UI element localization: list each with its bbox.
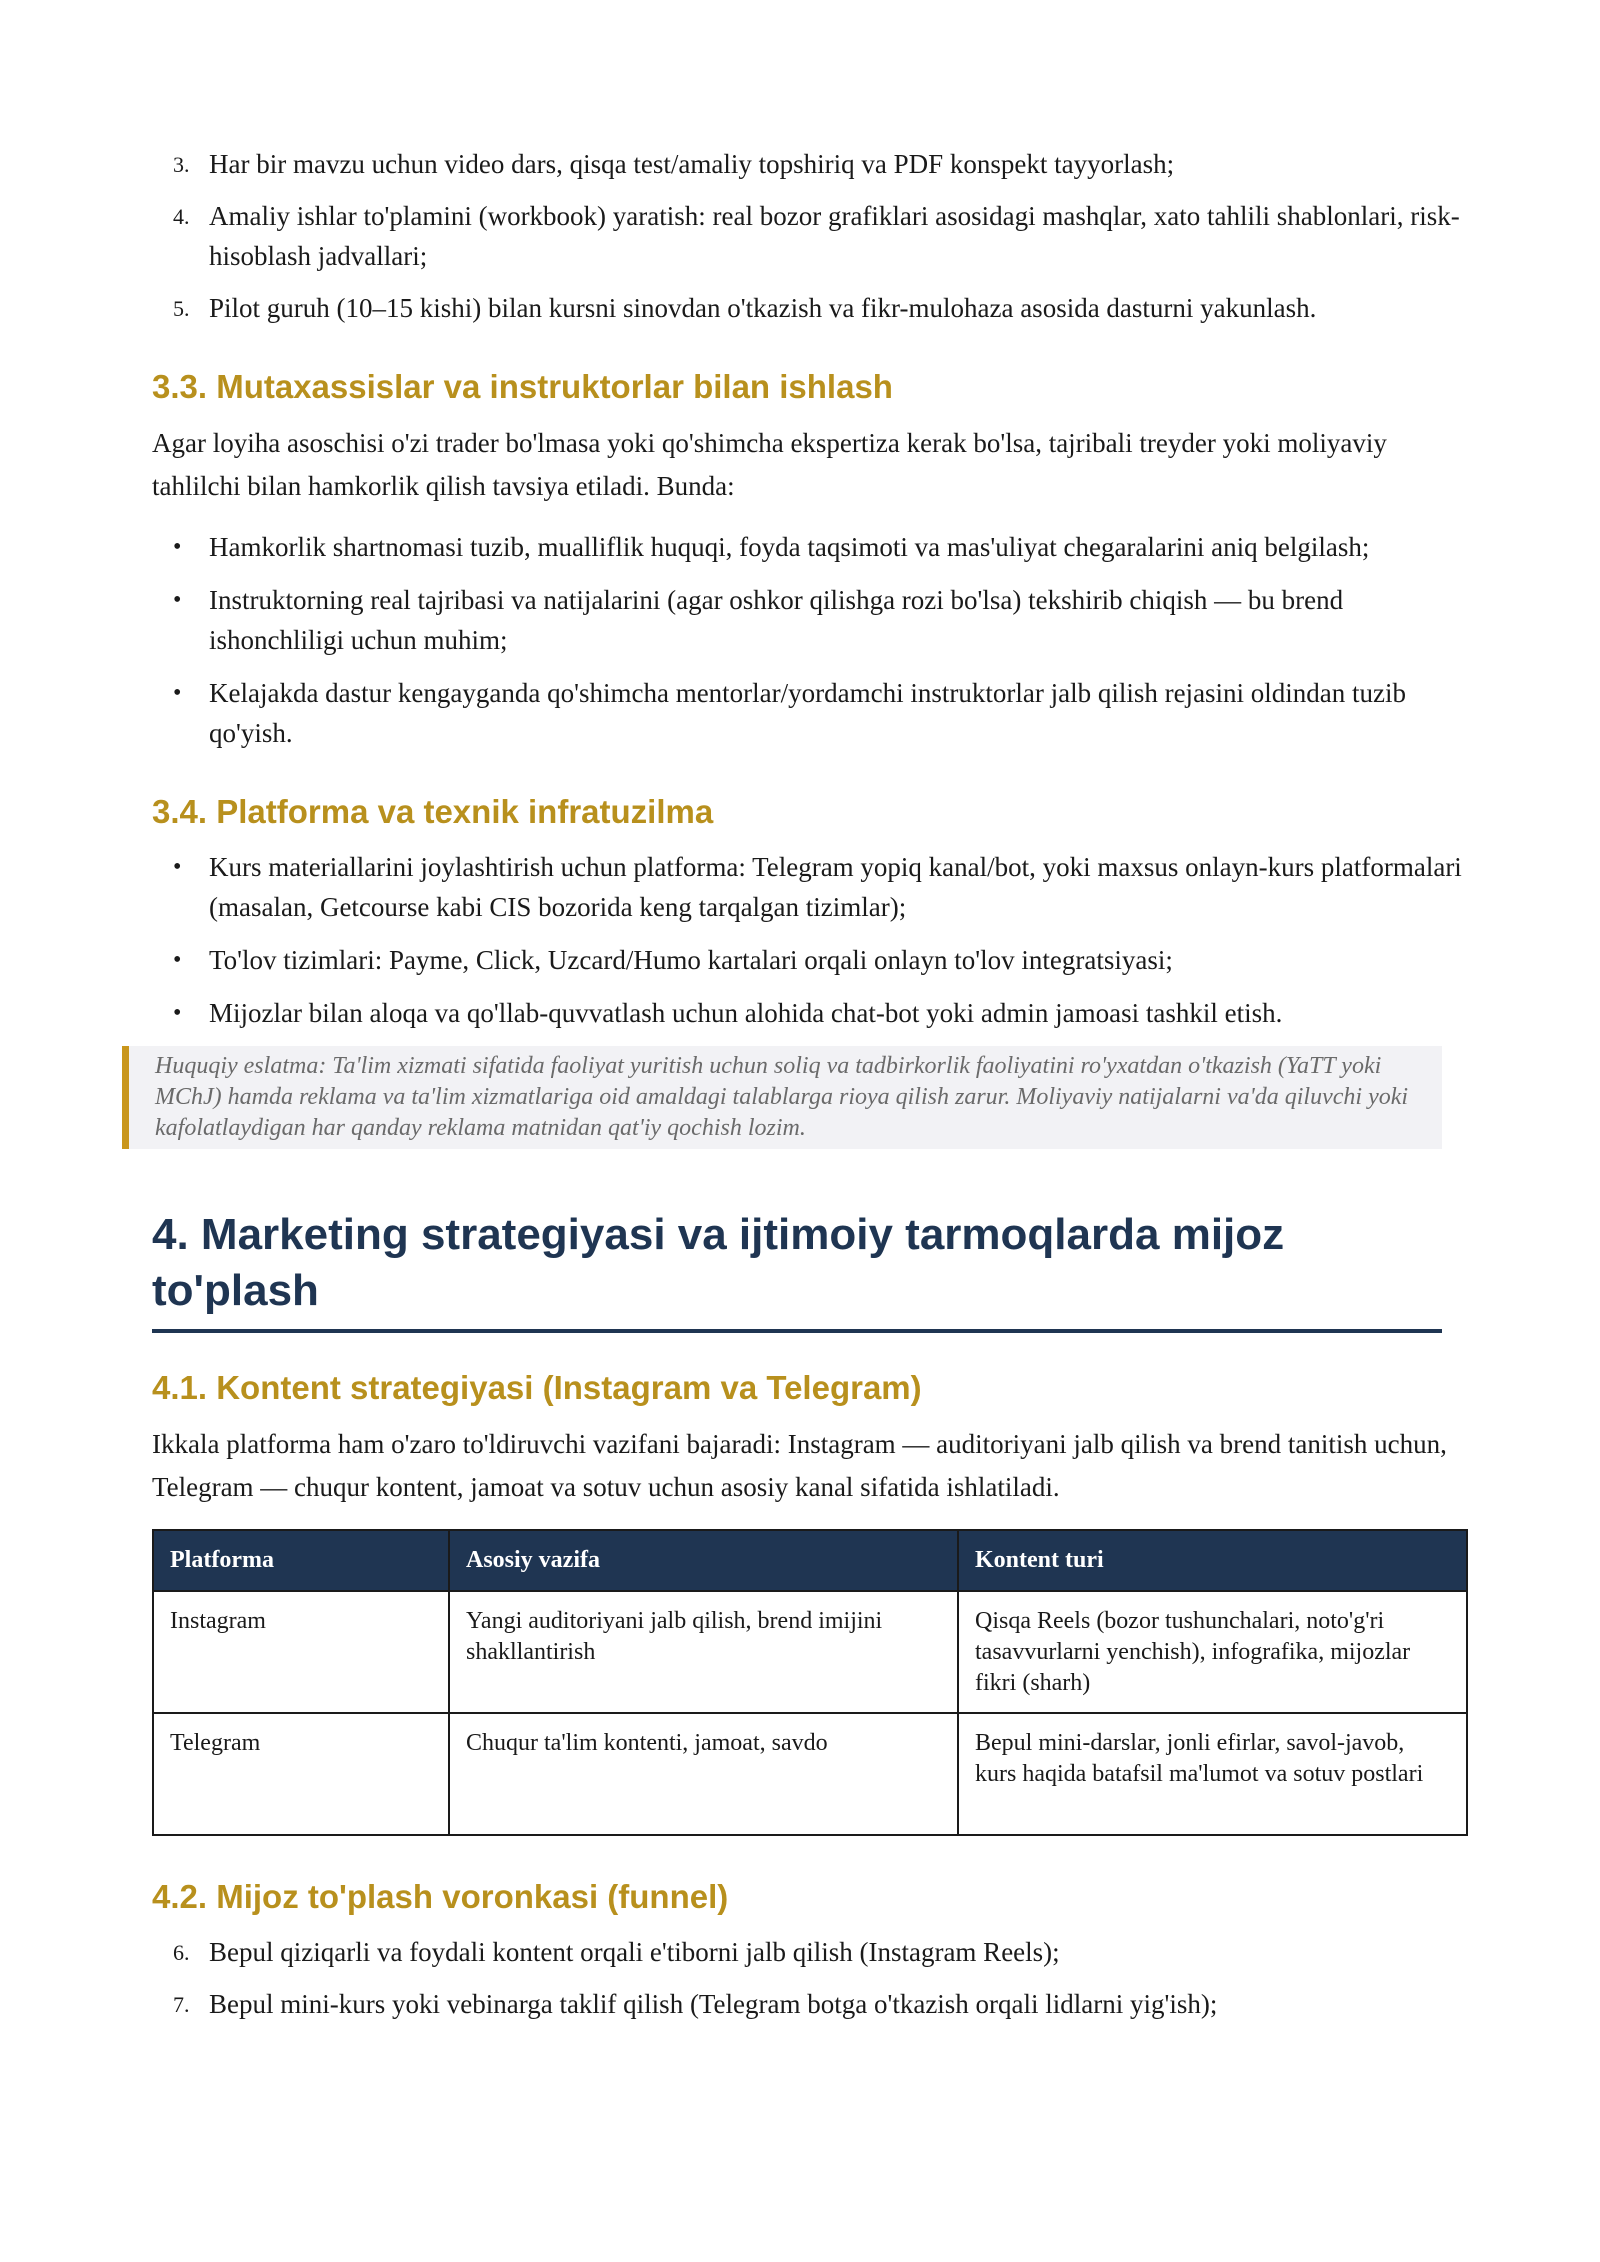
bullet-icon: • (173, 854, 182, 880)
table-cell: Chuqur ta'lim kontenti, jamoat, savdo (449, 1713, 958, 1835)
table-header-row (153, 1530, 1467, 1591)
bullet-list-3-3 (152, 527, 1474, 753)
list-number: 7. (173, 1992, 190, 2017)
section-heading-3-4: 3.4. Platforma va texnik infratuzilma (152, 793, 714, 830)
table-cell: Bepul mini-darslar, jonli efirlar, savol-javob, kurs haqida batafsil ma'lumot va sotuv postlari (958, 1713, 1467, 1835)
list-item (152, 847, 1474, 927)
numbered-list-top (152, 144, 1474, 328)
list-item (152, 940, 1474, 980)
list-item-text: Pilot guruh (10–15 kishi) bilan kursni sinovdan o'tkazish va fikr-mulohaza asosida dasturni yakunlash. (209, 293, 1317, 323)
list-item (152, 993, 1474, 1033)
bullet-icon: • (173, 534, 182, 560)
table-cell: Qisqa Reels (bozor tushunchalari, noto'g'ri tasavvurlarni yenchish), infografika, mijozlar fikri (sharh) (958, 1591, 1467, 1713)
list-item-text: Amaliy ishlar to'plamini (workbook) yaratish: real bozor grafiklari asosidagi mashqlar, xato tahlili shablonlari, risk-hisoblash jadvallari; (209, 201, 1460, 271)
bullet-list-3-4 (152, 847, 1474, 1033)
list-item (152, 288, 1474, 328)
list-item-text: Bepul mini-kurs yoki vebinarga taklif qilish (Telegram botga o'tkazish orqali lidlarni yig'ish); (209, 1989, 1218, 2019)
list-item-text: Hamkorlik shartnomasi tuzib, mualliflik huquqi, foyda taqsimoti va mas'uliyat chegaralarini aniq belgilash; (209, 532, 1370, 562)
list-item-text: Bepul qiziqarli va foydali kontent orqali e'tiborni jalb qilish (Instagram Reels); (209, 1937, 1060, 1967)
table-header-cell: Kontent turi (958, 1530, 1467, 1591)
section-heading-4: 4. Marketing strategiyasi va ijtimoiy tarmoqlarda mijoz to'plash (152, 1207, 1442, 1333)
list-item (152, 527, 1474, 567)
list-item-text: Instruktorning real tajribasi va natijalarini (agar oshkor qilishga rozi bo'lsa) tekshirib chiqish — bu brend ishonchliligi uchun muhim; (209, 585, 1344, 655)
table-cell: Yangi auditoriyani jalb qilish, brend imijini shakllantirish (449, 1591, 958, 1713)
list-item-text: Mijozlar bilan aloqa va qo'llab-quvvatlash uchun alohida chat-bot yoki admin jamoasi tashkil etish. (209, 998, 1283, 1028)
list-item (152, 580, 1474, 660)
table-header-cell: Platforma (153, 1530, 449, 1591)
table-row (153, 1591, 1467, 1713)
list-number: 6. (173, 1940, 190, 1965)
list-item (152, 144, 1474, 184)
bullet-icon: • (173, 947, 182, 973)
platform-table (152, 1529, 1468, 1836)
list-item (152, 196, 1474, 276)
list-item (152, 1932, 1474, 1972)
legal-note: Huquqiy eslatma: Ta'lim xizmati sifatida faoliyat yuritish uchun soliq va tadbirkorlik faoliyatini ro'yxatdan o'tkazish (YaTT yoki MChJ) hamda reklama va ta'lim xizmatlariga oid amaldagi talablarga rioya qilish zarur. Moliyaviy natijalarni va'da qiluvchi yoki kafolatlaydigan har qanday reklama matnidan qat'iy qochish lozim. (122, 1046, 1442, 1149)
table-header-cell: Asosiy vazifa (449, 1530, 958, 1591)
section-intro-3-3: Agar loyiha asoschisi o'zi trader bo'lmasa yoki qo'shimcha ekspertiza kerak bo'lsa, tajribali treyder yoki moliyaviy tahlilchi bilan hamkorlik qilish tavsiya etiladi. Bunda: (152, 428, 1387, 501)
list-item-text: Kurs materiallarini joylashtirish uchun platforma: Telegram yopiq kanal/bot, yoki maxsus onlayn-kurs platformalari (masalan, Getcourse kabi CIS bozorida keng tarqalgan tizimlar); (209, 852, 1462, 922)
list-number: 4. (173, 204, 190, 229)
list-number: 3. (173, 152, 190, 177)
list-item-text: To'lov tizimlari: Payme, Click, Uzcard/Humo kartalari orqali onlayn to'lov integratsiyasi; (209, 945, 1173, 975)
list-item-text: Har bir mavzu uchun video dars, qisqa test/amaliy topshiriq va PDF konspekt tayyorlash; (209, 149, 1175, 179)
list-item (152, 673, 1474, 753)
table-cell: Telegram (153, 1713, 449, 1835)
bullet-icon: • (173, 587, 182, 613)
list-number: 5. (173, 296, 190, 321)
section-intro-4-1: Ikkala platforma ham o'zaro to'ldiruvchi vazifani bajaradi: Instagram — auditoriyani jalb qilish va brend tanitish uchun, Telegram — chuqur kontent, jamoat va sotuv uchun asosiy kanal sifatida ishlatiladi. (152, 1429, 1447, 1502)
section-heading-4-1: 4.1. Kontent strategiyasi (Instagram va Telegram) (152, 1369, 922, 1406)
bullet-icon: • (173, 680, 182, 706)
bullet-icon: • (173, 1000, 182, 1026)
table-cell: Instagram (153, 1591, 449, 1713)
page-content (152, 144, 1474, 2036)
section-heading-3-3: 3.3. Mutaxassislar va instruktorlar bilan ishlash (152, 368, 893, 405)
numbered-list-funnel (152, 1932, 1474, 2024)
list-item (152, 1984, 1474, 2024)
section-heading-4-2: 4.2. Mijoz to'plash voronkasi (funnel) (152, 1878, 729, 1915)
table-row (153, 1713, 1467, 1835)
list-item-text: Kelajakda dastur kengayganda qo'shimcha mentorlar/yordamchi instruktorlar jalb qilish rejasini oldindan tuzib qo'yish. (209, 678, 1407, 748)
